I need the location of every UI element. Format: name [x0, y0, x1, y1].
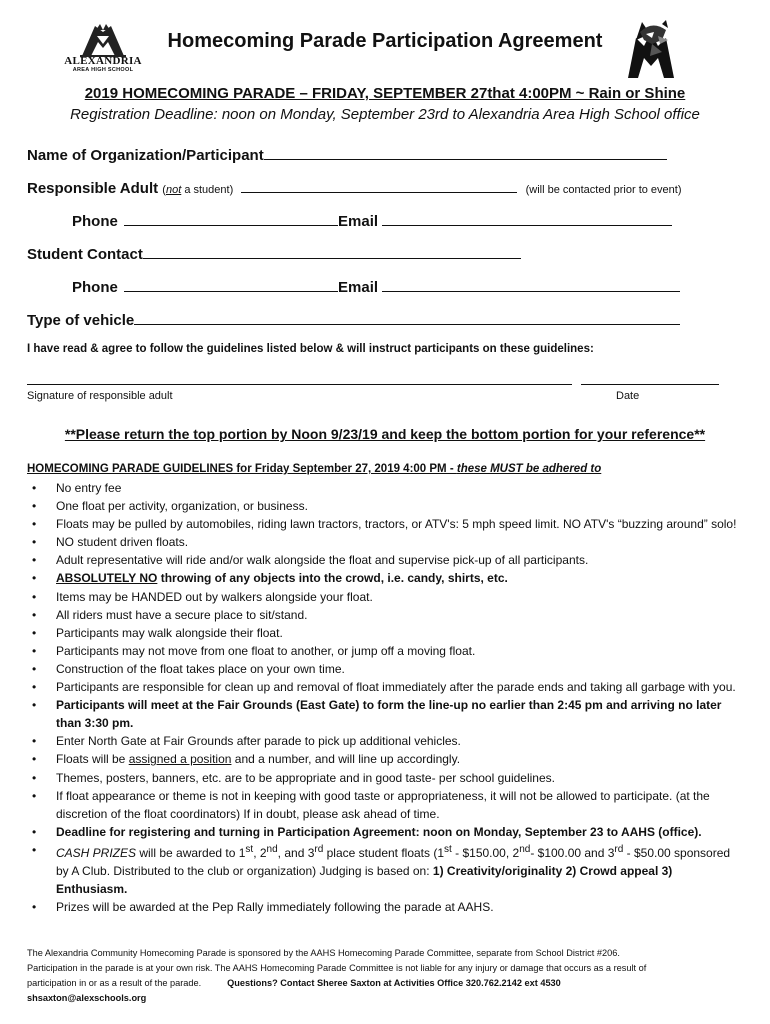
guidelines-title: HOMECOMING PARADE GUIDELINES for Friday September 27, 2019 4:00 PM - these MUST be adhered to	[27, 463, 602, 475]
responsible-adult-label: Responsible Adult	[27, 180, 159, 197]
contact-email[interactable]: shsaxton@alexschools.org	[27, 993, 147, 1003]
student-contact-label: Student Contact	[27, 246, 143, 263]
list-item: • Participants may not move from one float to another, or jump off a moving float.	[32, 643, 476, 658]
responsible-adult-input-line[interactable]	[241, 178, 517, 193]
student-phone-label: Phone	[72, 279, 118, 296]
list-item: • NO student driven floats.	[32, 535, 189, 550]
event-line: 2019 HOMECOMING PARADE – FRIDAY, SEPTEMBER 27that 4:00PM ~ Rain or Shine	[84, 85, 686, 102]
list-item: • Themes, posters, banners, etc. are to be appropriate and in good taste- per school guidelines.	[32, 770, 555, 785]
school-name-wordmark: ALEXANDRIA	[64, 55, 142, 67]
list-item: • Prizes will be awarded at the Pep Rally immediately following the parade at AAHS.	[32, 900, 494, 915]
organization-input-line[interactable]	[264, 145, 667, 160]
adult-email-label: Email	[338, 213, 379, 230]
list-item: • Floats will be assigned a position and a number, and will line up accordingly.	[32, 752, 461, 767]
footer-line-3: participation in or as a result of the parade. Questions? Contact Sheree Saxton at Activities Office 320.762.2142 ext 4530	[27, 978, 561, 988]
contact-note: (will be contacted prior to event)	[525, 184, 682, 196]
list-item: • Participants will meet at the Fair Grounds (East Gate) to form the line-up no earlier than 2:45 pm and arriving no later than 3:30 pm.	[32, 698, 722, 731]
student-contact-field	[27, 244, 521, 263]
guidelines-list	[27, 479, 742, 916]
student-email-label: Email	[338, 279, 379, 296]
date-line[interactable]	[581, 384, 719, 385]
date-label: Date	[616, 390, 640, 402]
vehicle-type-field	[27, 310, 680, 329]
organization-label: Name of Organization/Participant	[27, 147, 264, 164]
adult-phone-label: Phone	[72, 213, 118, 230]
organization-field	[27, 145, 667, 164]
list-item: • Adult representative will ride and/or walk alongside the float and supervise pick-up of all participants.	[32, 553, 589, 568]
school-sub-wordmark: AREA HIGH SCHOOL	[72, 67, 134, 73]
list-item: • CASH PRIZES will be awarded to 1st, 2nd, and 3rd place student floats (1st - $150.00, 2nd- $100.00 and 3rd - $50.00 sponsored by A Club. Distributed to the club or organization) Judging is based on: 1) Creativity/originality 2) Crowd appeal 3) Enthusiasm.	[32, 842, 731, 897]
list-item: • ABSOLUTELY NO throwing of any objects into the crowd, i.e. candy, shirts, etc.	[32, 571, 508, 586]
list-item: • Participants may walk alongside their float.	[32, 625, 283, 640]
list-item: • Participants are responsible for clean up and removal of float immediately after the parade ends and taking all garbage with you.	[32, 680, 736, 695]
vehicle-type-input-line[interactable]	[134, 310, 680, 325]
page-title: Homecoming Parade Participation Agreement	[167, 30, 603, 52]
list-item: • Items may be HANDED out by walkers alongside your float.	[32, 589, 373, 604]
responsible-adult-field	[27, 178, 682, 197]
footer-line-2: Participation in the parade is at your own risk. The AAHS Homecoming Parade Committee is not liable for any injury or damage that occurs as a result of	[27, 963, 647, 973]
footer-disclaimer	[27, 946, 747, 1006]
responsible-adult-note: (not a student)	[162, 184, 234, 196]
student-contact-input-line[interactable]	[143, 244, 521, 259]
student-phone-input-line[interactable]	[124, 277, 338, 292]
adult-phone-email-row	[72, 211, 672, 230]
vehicle-type-label: Type of vehicle	[27, 312, 135, 329]
footer-line-1: The Alexandria Community Homecoming Parade is sponsored by the AAHS Homecoming Parade Committee, separate from School District #206.	[27, 948, 620, 958]
signature-label: Signature of responsible adult	[27, 390, 173, 402]
list-item: • All riders must have a secure place to sit/stand.	[32, 607, 308, 622]
list-item: • Deadline for registering and turning in Participation Agreement: noon on Monday, September 23 to AAHS (office).	[32, 824, 702, 839]
return-notice: **Please return the top portion by Noon 9/23/19 and keep the bottom portion for your reference**	[64, 426, 706, 442]
student-phone-email-row	[72, 277, 680, 296]
list-item: • Floats may be pulled by automobiles, riding lawn tractors, tractors, or ATV's: 5 mph speed limit. NO ATV's “buzzing around” solo!	[32, 517, 737, 532]
list-item: • Construction of the float takes place on your own time.	[32, 661, 345, 676]
list-item: • If float appearance or theme is not in keeping with good taste or appropriateness, it will not be allowed to participate. (at the discretion of the float coordinators) If in doubt, please ask ahead of time.	[32, 788, 710, 821]
adult-phone-input-line[interactable]	[124, 211, 338, 226]
list-item: • Enter North Gate at Fair Grounds after parade to pick up additional vehicles.	[32, 734, 461, 749]
adult-email-input-line[interactable]	[382, 211, 672, 226]
registration-deadline: Registration Deadline: noon on Monday, September 23rd to Alexandria Area High School office	[70, 106, 700, 123]
signature-line[interactable]	[27, 384, 572, 385]
questions-contact: Questions? Contact Sheree Saxton at Activities Office 320.762.2142 ext 4530	[227, 978, 561, 988]
student-email-input-line[interactable]	[382, 277, 680, 292]
list-item: • One float per activity, organization, or business.	[32, 499, 308, 514]
list-item: • No entry fee	[32, 481, 122, 495]
agreement-statement: I have read & agree to follow the guidelines listed below & will instruct participants on these guidelines:	[27, 343, 594, 355]
